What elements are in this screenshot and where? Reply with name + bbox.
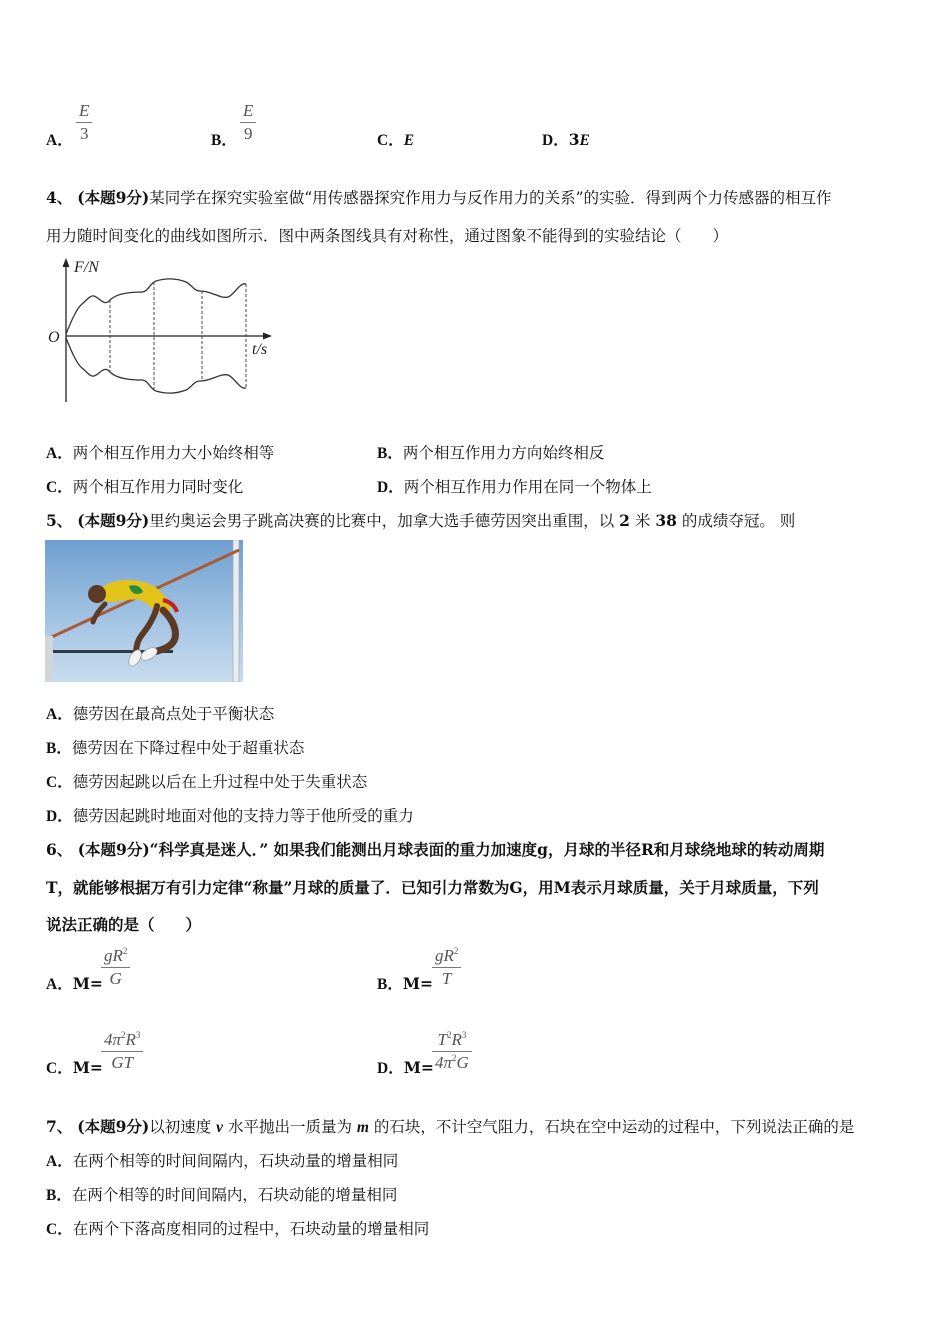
option-label: C． xyxy=(46,479,73,496)
option-text: 两个相互作用力同时变化 xyxy=(72,478,244,496)
question-number: 4、 xyxy=(46,188,73,207)
x-axis-arrow-icon xyxy=(263,333,272,340)
q4-stem-line2: 用力随时间变化的曲线如图所示．图中两条图线具有对称性，通过图象不能得到的实验结论（ ） xyxy=(46,227,729,245)
option-text: 在两个相等的时间间隔内，石块动量的增量相同 xyxy=(72,1152,399,1170)
high-jump-photo xyxy=(45,540,243,682)
q7-text-c: 的石块，不计空气阻力，石块在空中运动的过程中，下列说法正确的是 xyxy=(373,1118,855,1136)
q6-option-b-fraction xyxy=(432,946,461,989)
fraction-denominator: GT xyxy=(111,1053,134,1072)
option-label: B． xyxy=(211,132,237,149)
q3-option-a xyxy=(46,128,73,150)
q6-option-d xyxy=(377,1056,434,1078)
q6-option-c-fraction xyxy=(101,1030,143,1073)
q6-option-c xyxy=(46,1056,103,1078)
q3-option-b-fraction xyxy=(240,101,256,144)
high-jump-post xyxy=(233,540,239,682)
option-text: 德劳因起跳时地面对他的支持力等于他所受的重力 xyxy=(72,807,414,825)
option-text: 两个相互作用力作用在同一个物体上 xyxy=(403,478,652,496)
q4-stem-line1 xyxy=(46,186,832,208)
fraction-bar xyxy=(432,1051,472,1052)
q6-stem-line1 xyxy=(46,838,824,860)
question-score: (本题9分) xyxy=(77,1117,150,1136)
q4-option-d xyxy=(377,475,652,497)
fraction-numerator: gR xyxy=(104,946,123,965)
q5-text-a: 里约奥运会男子跳高决赛的比赛中，加拿大选手德劳因突出重围，以 xyxy=(149,512,615,530)
exponent: 3 xyxy=(135,1030,141,1040)
option-prefix: M= xyxy=(72,1058,103,1077)
q5-height-meters: 2 xyxy=(619,511,630,530)
option-label: A． xyxy=(46,132,73,149)
option-value: E xyxy=(403,132,415,149)
q7-option-c xyxy=(46,1217,429,1239)
fraction-denominator: 9 xyxy=(243,124,253,143)
fraction-numerator-a: T xyxy=(437,1030,447,1049)
question-number: 7、 xyxy=(46,1117,73,1136)
exponent: 2 xyxy=(122,946,128,956)
q5-text-c: 的成绩夺冠。 则 xyxy=(681,512,796,530)
option-text: 德劳因起跳以后在上升过程中处于失重状态 xyxy=(72,773,368,791)
q4-text-1: 某同学在探究实验室做“用传感器探究作用力与反作用力的关系”的实验．得到两个力传感器的相互作 xyxy=(149,189,832,207)
q3-option-c xyxy=(377,128,414,150)
q5-stem-line1 xyxy=(46,509,795,531)
q4-option-b xyxy=(377,441,604,463)
q6-option-d-fraction xyxy=(432,1030,472,1073)
q4-option-c xyxy=(46,475,243,497)
q6-stem-line2: T，就能够根据万有引力定律“称量”月球的质量了．已知引力常数为G，用M表示月球质量，关于月球质量，下列 xyxy=(46,878,819,897)
exponent: 2 xyxy=(446,1030,452,1040)
option-label: A． xyxy=(46,1153,73,1170)
q7-option-b xyxy=(46,1183,397,1205)
fraction-denominator: G xyxy=(109,969,122,988)
option-label: C． xyxy=(377,132,404,149)
q5-option-d xyxy=(46,804,414,826)
q5-option-c xyxy=(46,770,367,792)
fraction-numerator-b: R xyxy=(125,1030,136,1049)
option-prefix: M= xyxy=(402,974,433,993)
option-label: B． xyxy=(46,1187,72,1204)
q7-var-m: m xyxy=(356,1119,369,1136)
fraction-bar xyxy=(76,122,92,123)
y-axis-arrow-icon xyxy=(63,258,70,267)
q5-height-cm: 38 xyxy=(655,511,677,530)
question-number: 6、 xyxy=(46,840,73,859)
q7-text-a: 以初速度 xyxy=(149,1118,212,1136)
fraction-bar xyxy=(101,967,130,968)
q6-stem-line3: 说法正确的是（ ） xyxy=(46,915,202,934)
option-label: C． xyxy=(46,1221,73,1238)
origin-label: O xyxy=(48,329,60,346)
q4-option-a xyxy=(46,441,274,463)
option-value-number: 3 xyxy=(568,130,580,149)
option-label: B． xyxy=(377,976,403,993)
fraction-denominator-a: 4π xyxy=(435,1053,453,1072)
y-axis-label: F/N xyxy=(74,259,99,276)
q5-option-b xyxy=(46,736,304,758)
fraction-bar xyxy=(240,122,256,123)
option-text: 德劳因在下降过程中处于超重状态 xyxy=(71,739,305,757)
q6-option-b xyxy=(377,972,433,994)
exponent: 2 xyxy=(453,946,459,956)
question-score: (本题9分) xyxy=(77,188,150,207)
option-value-variable: E xyxy=(579,132,590,149)
fraction-numerator: E xyxy=(79,101,90,120)
option-label: A． xyxy=(46,445,73,462)
fraction-bar xyxy=(432,967,461,968)
q5-option-a xyxy=(46,702,274,724)
q7-stem-line1 xyxy=(46,1115,854,1137)
option-prefix: M= xyxy=(403,1058,434,1077)
option-text: 德劳因在最高点处于平衡状态 xyxy=(72,705,275,723)
action-force-curve xyxy=(66,279,246,334)
q7-var-v: v xyxy=(216,1119,224,1136)
q6-option-a-fraction xyxy=(101,946,130,989)
option-label: A． xyxy=(46,976,73,993)
lower-standard xyxy=(45,636,53,682)
option-text: 在两个下落高度相同的过程中，石块动量的增量相同 xyxy=(72,1220,430,1238)
q6-text-1: “科学真是迷人．” 如果我们能测出月球表面的重力加速度g，月球的半径R和月球绕地球的转动周期 xyxy=(149,840,825,859)
option-label: D． xyxy=(377,1060,404,1077)
option-label: D． xyxy=(542,132,569,149)
q3-option-b xyxy=(211,128,237,150)
option-text: 两个相互作用力大小始终相等 xyxy=(72,444,275,462)
option-label: B． xyxy=(46,740,72,757)
reaction-force-curve xyxy=(66,338,246,393)
q3-option-a-fraction xyxy=(76,101,92,144)
option-label: C． xyxy=(46,774,73,791)
question-number: 5、 xyxy=(46,511,73,530)
fraction-numerator-a: 4π xyxy=(104,1030,122,1049)
q3-option-d xyxy=(542,128,590,150)
exponent: 2 xyxy=(121,1030,126,1040)
question-score: (本题9分) xyxy=(77,511,150,530)
x-axis-label: t/s xyxy=(252,341,268,358)
q7-option-a xyxy=(46,1149,398,1171)
fraction-bar xyxy=(101,1051,143,1052)
fraction-denominator: T xyxy=(441,969,452,988)
force-time-graph xyxy=(44,254,284,406)
fraction-denominator: 3 xyxy=(79,124,89,143)
exponent: 2 xyxy=(452,1053,457,1063)
q5-text-b: 米 xyxy=(634,512,651,530)
exponent: 3 xyxy=(461,1030,467,1040)
option-text: 两个相互作用力方向始终相反 xyxy=(402,444,605,462)
fraction-denominator-b: G xyxy=(456,1053,469,1072)
fraction-numerator: E xyxy=(243,101,254,120)
fraction-numerator: gR xyxy=(435,946,454,965)
question-score: (本题9分) xyxy=(77,840,150,859)
option-label: C． xyxy=(46,1060,73,1077)
option-text: 在两个相等的时间间隔内，石块动能的增量相同 xyxy=(71,1186,398,1204)
option-label: D． xyxy=(377,479,404,496)
option-label: B． xyxy=(377,445,403,462)
athlete-head xyxy=(88,585,106,603)
option-label: D． xyxy=(46,808,73,825)
q7-text-b: 水平抛出一质量为 xyxy=(227,1118,352,1136)
option-prefix: M= xyxy=(72,974,103,993)
fraction-numerator-b: R xyxy=(451,1030,462,1049)
option-label: A． xyxy=(46,706,73,723)
q6-option-a xyxy=(46,972,103,994)
